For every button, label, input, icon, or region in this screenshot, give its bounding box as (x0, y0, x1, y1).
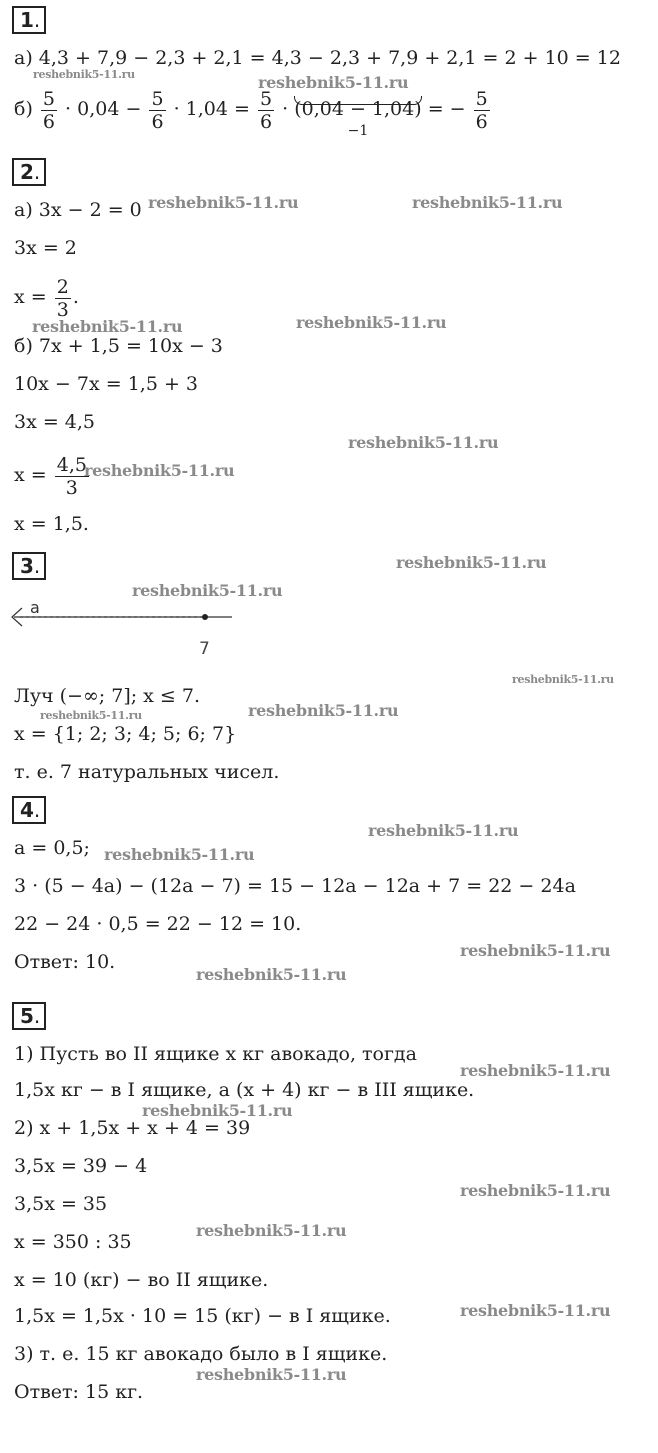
task5-l1: 1) Пусть во II ящике x кг авокадо, тогда (14, 1043, 417, 1065)
task5-l6: x = 350 : 35 (14, 1231, 132, 1253)
fraction: $\frac{5}{6}$ (151, 87, 164, 133)
watermark: reshebnik5-11.ru (460, 1061, 611, 1080)
watermark: reshebnik5-11.ru (258, 73, 409, 92)
watermark: reshebnik5-11.ru (132, 581, 283, 600)
watermark: reshebnik5-11.ru (40, 709, 142, 722)
task2-b4-lhs: x = (14, 464, 47, 486)
task4-l2: 3 · (5 − 4a) − (12a − 7) = 15 − 12a − 12a + 7 = 22 − 24a (14, 875, 576, 897)
watermark: reshebnik5-11.ru (196, 1221, 347, 1240)
task2-b5: x = 1,5. (14, 513, 89, 535)
fraction: $\frac{2}{3}$ (56, 275, 69, 321)
watermark: reshebnik5-11.ru (248, 701, 399, 720)
watermark: reshebnik5-11.ru (368, 821, 519, 840)
watermark: reshebnik5-11.ru (32, 317, 183, 336)
task5-l2: 1,5x кг − в I ящике, а (x + 4) кг − в III ящике. (14, 1079, 475, 1101)
task5-l3: 2) x + 1,5x + x + 4 = 39 (14, 1117, 251, 1139)
task3-l1: Луч (−∞; 7]; x ≤ 7. (14, 685, 201, 707)
task2-a3-lhs: x = (14, 286, 47, 308)
task1-b-part3: · (282, 98, 289, 120)
task2-b4 (14, 446, 91, 504)
fraction: $\frac{5}{6}$ (42, 87, 55, 133)
task1-b-part4: = − (427, 98, 466, 120)
task2-a1: а) 3x − 2 = 0 (14, 199, 142, 221)
task1-line-b (14, 80, 492, 138)
underbrace-label: −1 (347, 123, 369, 139)
watermark: reshebnik5-11.ru (84, 461, 235, 480)
task2-a2: 3x = 2 (14, 237, 77, 259)
task2-b2: 10x − 7x = 1,5 + 3 (14, 373, 198, 395)
task-number-3: 3. (12, 552, 46, 580)
watermark: reshebnik5-11.ru (512, 673, 614, 686)
task5-l9: 3) т. е. 15 кг авокадо было в I ящике. (14, 1343, 388, 1365)
task1-b-prefix: б) (14, 98, 33, 120)
task1-b-part2: · 1,04 = (173, 98, 250, 120)
task5-answer: Ответ: 15 кг. (14, 1381, 144, 1403)
watermark: reshebnik5-11.ru (396, 553, 547, 572)
task1-line-a: а) 4,3 + 7,9 − 2,3 + 2,1 = 4,3 − 2,3 + 7,9 + 2,1 = 2 + 10 = 12 (14, 47, 621, 69)
task3-l3: т. е. 7 натуральных чисел. (14, 761, 280, 783)
task-number-2: 2. (12, 158, 46, 186)
fraction: $\frac{5}{6}$ (259, 87, 273, 133)
watermark: reshebnik5-11.ru (196, 1365, 347, 1384)
axis-variable-label: a (30, 598, 40, 617)
task4-l1: a = 0,5; (14, 837, 90, 859)
watermark: reshebnik5-11.ru (196, 965, 347, 984)
watermark: reshebnik5-11.ru (296, 313, 447, 332)
task-number-1: 1. (12, 6, 46, 34)
task5-l8: 1,5x = 1,5x · 10 = 15 (кг) − в I ящике. (14, 1305, 391, 1327)
watermark: reshebnik5-11.ru (148, 193, 299, 212)
task-number-4: 4. (12, 796, 46, 824)
task5-l5: 3,5x = 35 (14, 1193, 108, 1215)
watermark: reshebnik5-11.ru (142, 1101, 293, 1120)
task4-answer: Ответ: 10. (14, 951, 116, 973)
task2-b1: б) 7x + 1,5 = 10x − 3 (14, 335, 223, 357)
task-number-5: 5. (12, 1002, 46, 1030)
task2-a3-tail: . (72, 286, 79, 308)
task3-l2: x = {1; 2; 3; 4; 5; 6; 7} (14, 723, 237, 745)
task5-l7: x = 10 (кг) − во II ящике. (14, 1269, 269, 1291)
task5-l4: 3,5x = 39 − 4 (14, 1155, 148, 1177)
task1-b-part1: · 0,04 − (65, 98, 142, 120)
number-line-point (202, 614, 208, 620)
watermark: reshebnik5-11.ru (104, 845, 255, 864)
number-line-diagram (0, 592, 260, 662)
watermark: reshebnik5-11.ru (460, 1301, 611, 1320)
watermark: reshebnik5-11.ru (412, 193, 563, 212)
watermark: reshebnik5-11.ru (348, 433, 499, 452)
watermark: reshebnik5-11.ru (460, 1181, 611, 1200)
watermark: reshebnik5-11.ru (33, 68, 135, 81)
watermark: reshebnik5-11.ru (460, 941, 611, 960)
point-label: 7 (199, 639, 210, 659)
task2-b3: 3x = 4,5 (14, 411, 96, 433)
fraction: $\frac{5}{6}$ (475, 87, 488, 133)
fraction: $\frac{4,5}{3}$ (56, 453, 87, 499)
task4-l3: 22 − 24 · 0,5 = 22 − 12 = 10. (14, 913, 302, 935)
underbrace-group: (0,04 − 1,04) −1 (294, 80, 421, 138)
